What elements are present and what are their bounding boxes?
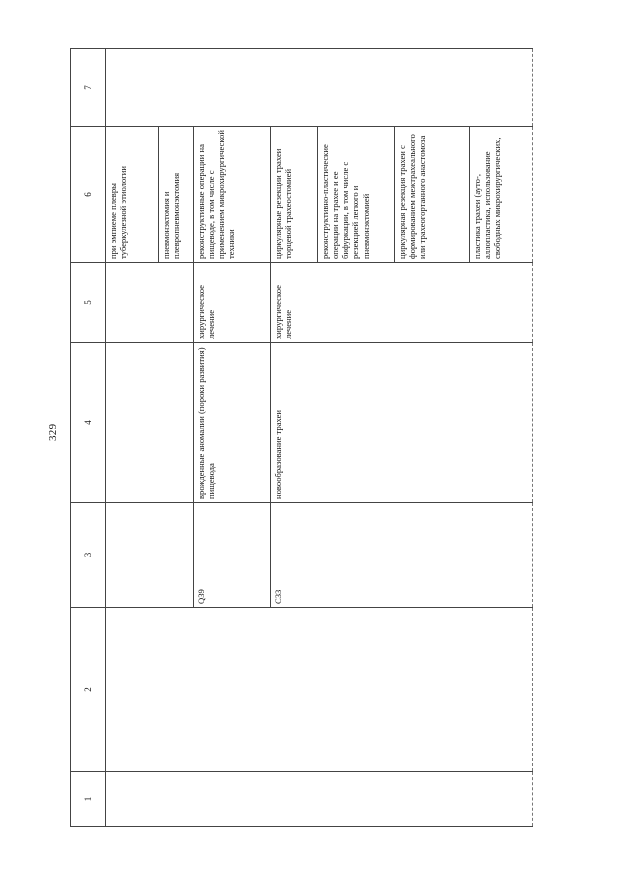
cell-col-2 — [470, 608, 533, 772]
cell-col-1 — [470, 772, 533, 827]
cell-col-1 — [159, 772, 194, 827]
cell-col-6: пластика трахеи (ауто-, аллопластика, использование свободных микрохирургических, — [470, 127, 533, 263]
cell-col-1 — [395, 772, 470, 827]
cell-col-3: C33 — [271, 503, 318, 608]
header-row — [71, 49, 106, 827]
cell-col-5 — [106, 263, 159, 343]
cell-col-4 — [106, 343, 159, 503]
cell-col-2 — [318, 608, 395, 772]
cell-col-7 — [395, 49, 470, 127]
table-row — [194, 49, 271, 827]
cell-col-6: при эмпиеме плевры туберкулезной этиологии — [106, 127, 159, 263]
cell-col-3 — [395, 503, 470, 608]
header-col-6: 6 — [71, 127, 106, 263]
cell-col-3 — [106, 503, 159, 608]
cell-col-6: пневмонэктомия и плевропневмонэктомия — [159, 127, 194, 263]
cell-col-3 — [470, 503, 533, 608]
cell-col-1 — [194, 772, 271, 827]
cell-col-6: реконструктивно-пластические операции на трахее и ее бифуркации, в том числе с резекцией легкого и пневмонэктомией — [318, 127, 395, 263]
cell-col-7 — [318, 49, 395, 127]
cell-col-3 — [159, 503, 194, 608]
cell-col-6: циркулярные резекции трахеи торцевой трахеостомией — [271, 127, 318, 263]
cell-col-7 — [106, 49, 159, 127]
cell-col-2 — [159, 608, 194, 772]
page-number: 329 — [47, 423, 59, 441]
procedures-table — [70, 48, 533, 827]
cell-col-2 — [106, 608, 159, 772]
cell-col-5: хирургическое лечение — [194, 263, 271, 343]
cell-col-4 — [470, 343, 533, 503]
cell-col-7 — [159, 49, 194, 127]
cell-col-4: врожденные аномалии (пороки развития) пищевода — [194, 343, 271, 503]
cell-col-5 — [318, 263, 395, 343]
cell-col-4 — [159, 343, 194, 503]
cell-col-7 — [194, 49, 271, 127]
header-col-3: 3 — [71, 503, 106, 608]
cell-col-6: реконструктивные операции на пищеводе, в том числе с применением микрохирургической техники — [194, 127, 271, 263]
cell-col-7 — [470, 49, 533, 127]
cell-col-3: Q39 — [194, 503, 271, 608]
cell-col-4 — [395, 343, 470, 503]
header-col-2: 2 — [71, 608, 106, 772]
document-table-container — [70, 49, 531, 827]
cell-col-1 — [106, 772, 159, 827]
header-col-1: 1 — [71, 772, 106, 827]
cell-col-5 — [470, 263, 533, 343]
cell-col-7 — [271, 49, 318, 127]
cell-col-4 — [318, 343, 395, 503]
cell-col-4: новообразование трахеи — [271, 343, 318, 503]
cell-col-3 — [318, 503, 395, 608]
cell-col-5 — [159, 263, 194, 343]
cell-col-1 — [318, 772, 395, 827]
header-col-5: 5 — [71, 263, 106, 343]
cell-col-2 — [395, 608, 470, 772]
cell-col-2 — [271, 608, 318, 772]
header-col-4: 4 — [71, 343, 106, 503]
table-row — [318, 49, 395, 827]
cell-col-2 — [194, 608, 271, 772]
table-row — [470, 49, 533, 827]
cell-col-6: циркулярная резекция трахеи с формированием межтрахеального или трахеогортанного анастомоза — [395, 127, 470, 263]
table-row — [106, 49, 159, 827]
header-col-7: 7 — [71, 49, 106, 127]
cell-col-5 — [395, 263, 470, 343]
cell-col-5: хирургическое лечение — [271, 263, 318, 343]
table-row — [271, 49, 318, 827]
cell-col-1 — [271, 772, 318, 827]
table-row — [395, 49, 470, 827]
table-row — [159, 49, 194, 827]
